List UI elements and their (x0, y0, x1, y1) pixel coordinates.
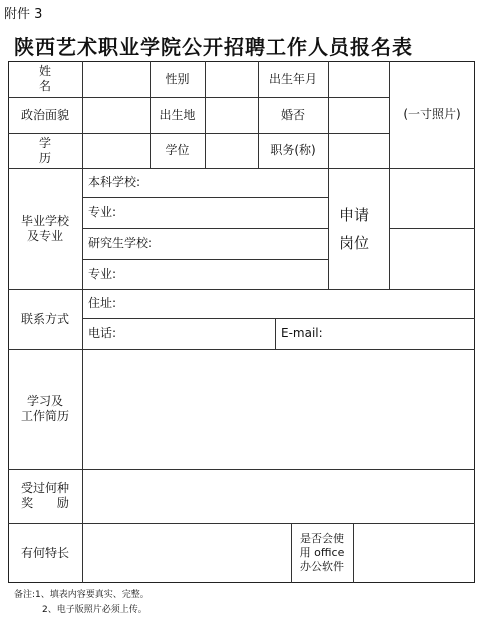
phone-field[interactable]: 电话: (88, 326, 117, 340)
degree-field[interactable] (206, 134, 257, 168)
contact-label: 联系方式 (20, 311, 69, 326)
graduation-label-line1: 毕业学校 (20, 213, 69, 228)
specialty-field[interactable] (83, 524, 291, 583)
education-field[interactable] (83, 134, 149, 168)
awards-field[interactable] (83, 470, 475, 523)
note-line-1: 备注:1、填表内容要真实、完整。 (14, 590, 149, 600)
resume-label (8, 349, 82, 469)
birth-date-field[interactable] (329, 62, 388, 97)
resume-label-line2: 工作简历 (20, 409, 69, 423)
birthplace-field[interactable] (206, 98, 257, 133)
photo-placeholder[interactable]: (一寸照片) (403, 107, 461, 121)
resume-label-line1: 学习及 (26, 394, 63, 408)
apply-position-line2: 岗位 (338, 233, 369, 252)
office-skill-line3: 办公软件 (300, 560, 344, 573)
resume-field[interactable] (83, 350, 475, 469)
degree-label: 学位 (165, 143, 190, 157)
grad-school-field[interactable]: 研究生学校: (88, 236, 153, 250)
gender-label: 性别 (165, 71, 190, 86)
gender-field[interactable] (206, 62, 257, 97)
awards-label (8, 469, 82, 523)
name-field[interactable] (83, 62, 149, 97)
attachment-label: 附件 3 (4, 7, 43, 22)
graduation-label (8, 168, 82, 289)
undergrad-school-field[interactable]: 本科学校: (88, 175, 141, 189)
office-skill-line2: 用 office (299, 546, 345, 559)
note-line-2: 2、电子版照片必须上传。 (42, 605, 147, 615)
specialty-label: 有何特长 (20, 545, 69, 560)
job-title-field[interactable] (329, 134, 388, 168)
office-skill-line1: 是否会使 (300, 532, 344, 545)
birthplace-label: 出生地 (159, 107, 196, 122)
awards-label-line2: 奖 励 (21, 496, 79, 510)
apply-position-line1: 申请 (338, 205, 369, 224)
marital-status-label: 婚否 (280, 107, 305, 122)
form-title: 陕西艺术职业学院公开招聘工作人员报名表 (14, 35, 413, 59)
apply-position-field-2[interactable] (390, 229, 475, 289)
undergrad-major-field[interactable]: 专业: (88, 205, 117, 219)
political-status-label: 政治面貌 (20, 107, 69, 122)
political-status-field[interactable] (83, 98, 149, 133)
office-skill-label (291, 523, 353, 583)
marital-status-field[interactable] (329, 98, 388, 133)
apply-position-field-1[interactable] (390, 169, 475, 228)
office-skill-field[interactable] (354, 524, 475, 583)
form-notes (14, 588, 149, 618)
email-field[interactable]: E-mail: (281, 326, 323, 340)
education-label: 学 历 (38, 135, 65, 165)
job-title-label: 职务(称) (270, 143, 316, 157)
name-label: 姓 名 (38, 64, 65, 93)
apply-position-label (328, 168, 380, 289)
graduation-label-line2: 及专业 (26, 228, 63, 243)
address-field[interactable]: 住址: (88, 296, 117, 310)
grad-major-field[interactable]: 专业: (88, 266, 117, 281)
birth-date-label: 出生年月 (268, 71, 317, 86)
awards-label-line1: 受过何种 (20, 481, 69, 495)
